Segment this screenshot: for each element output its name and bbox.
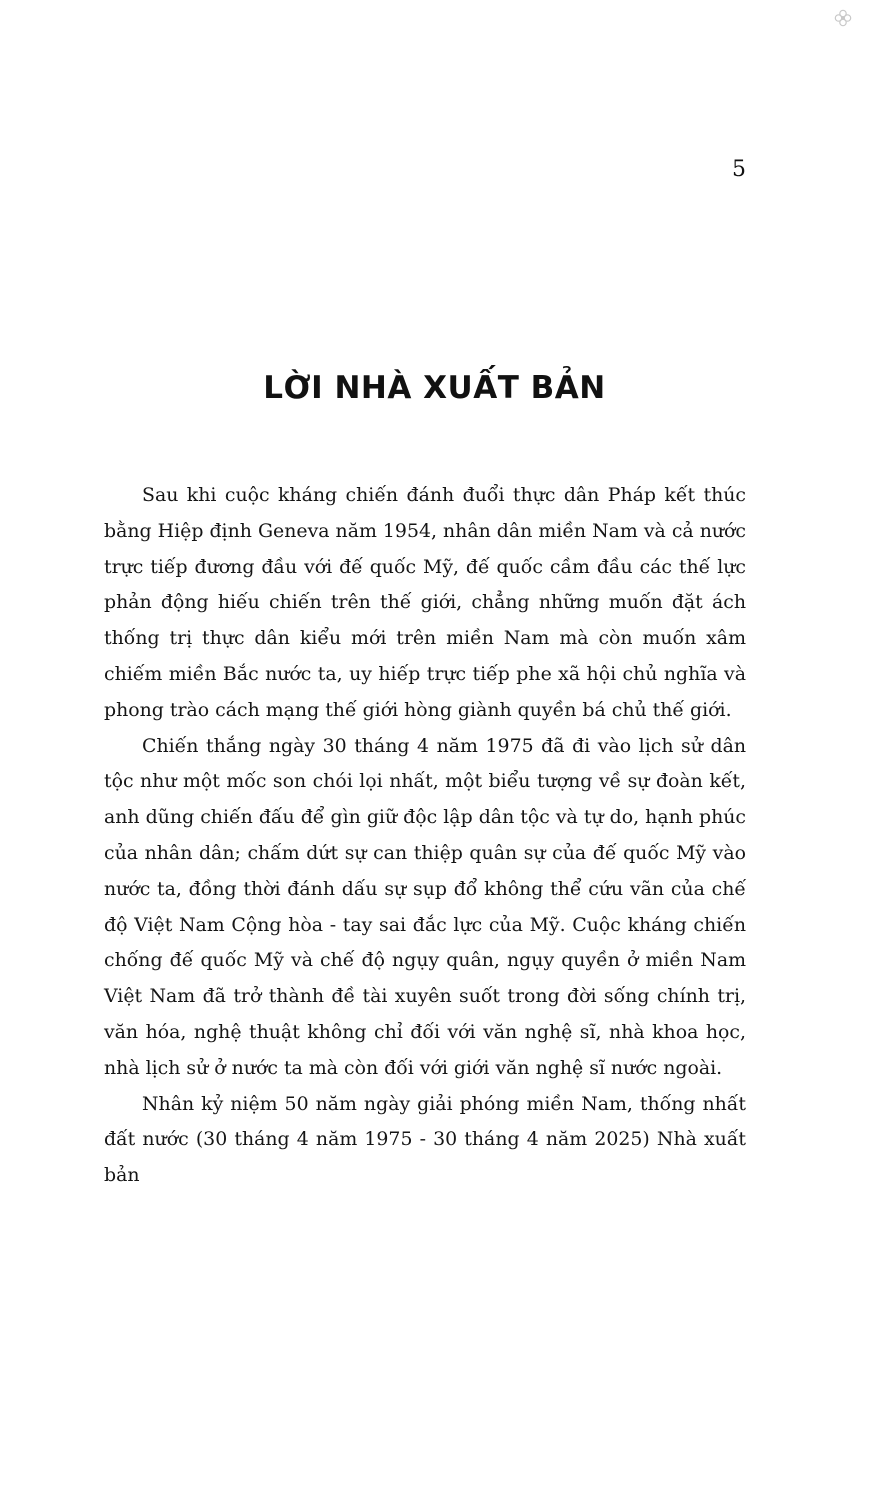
paragraph-1: Sau khi cuộc kháng chiến đánh đuổi thực dân Pháp kết thúc bằng Hiệp định Geneva năm 1954, nhân dân miền Nam và cả nước trực tiếp đương đầu với đế quốc Mỹ, đế quốc cầm đầu các thế lực phản động hiếu chiến trên thế giới, chẳng những muốn đặt ách thống trị thực dân kiểu mới trên miền Nam mà còn muốn xâm chiếm miền Bắc nước ta, uy hiếp trực tiếp phe xã hội chủ nghĩa và phong trào cách mạng thế giới hòng giành quyền bá chủ thế giới. [104, 484, 746, 721]
page-title: LỜI NHÀ XUẤT BẢN [263, 370, 606, 406]
body-text [104, 478, 746, 1194]
flower-watermark-icon [834, 9, 852, 27]
paragraph-3: Nhân kỷ niệm 50 năm ngày giải phóng miền Nam, thống nhất đất nước (30 tháng 4 năm 1975 - 30 tháng 4 năm 2025) Nhà xuất bản [104, 1092, 746, 1187]
page-number: 5 [732, 157, 746, 182]
paragraph-2: Chiến thắng ngày 30 tháng 4 năm 1975 đã đi vào lịch sử dân tộc như một mốc son chói lọi nhất, một biểu tượng về sự đoàn kết, anh dũng chiến đấu để gìn giữ độc lập dân tộc và tự do, hạnh phúc của nhân dân; chấm dứt sự can thiệp quân sự của đế quốc Mỹ vào nước ta, đồng thời đánh dấu sự sụp đổ không thể cứu vãn của chế độ Việt Nam Cộng hòa - tay sai đắc lực của Mỹ. Cuộc kháng chiến chống đế quốc Mỹ và chế độ ngụy quân, ngụy quyền ở miền Nam Việt Nam đã trở thành đề tài xuyên suốt trong đời sống chính trị, văn hóa, nghệ thuật không chỉ đối với văn nghệ sĩ, nhà khoa học, nhà lịch sử ở nước ta mà còn đối với giới văn nghệ sĩ nước ngoài. [104, 734, 746, 1079]
